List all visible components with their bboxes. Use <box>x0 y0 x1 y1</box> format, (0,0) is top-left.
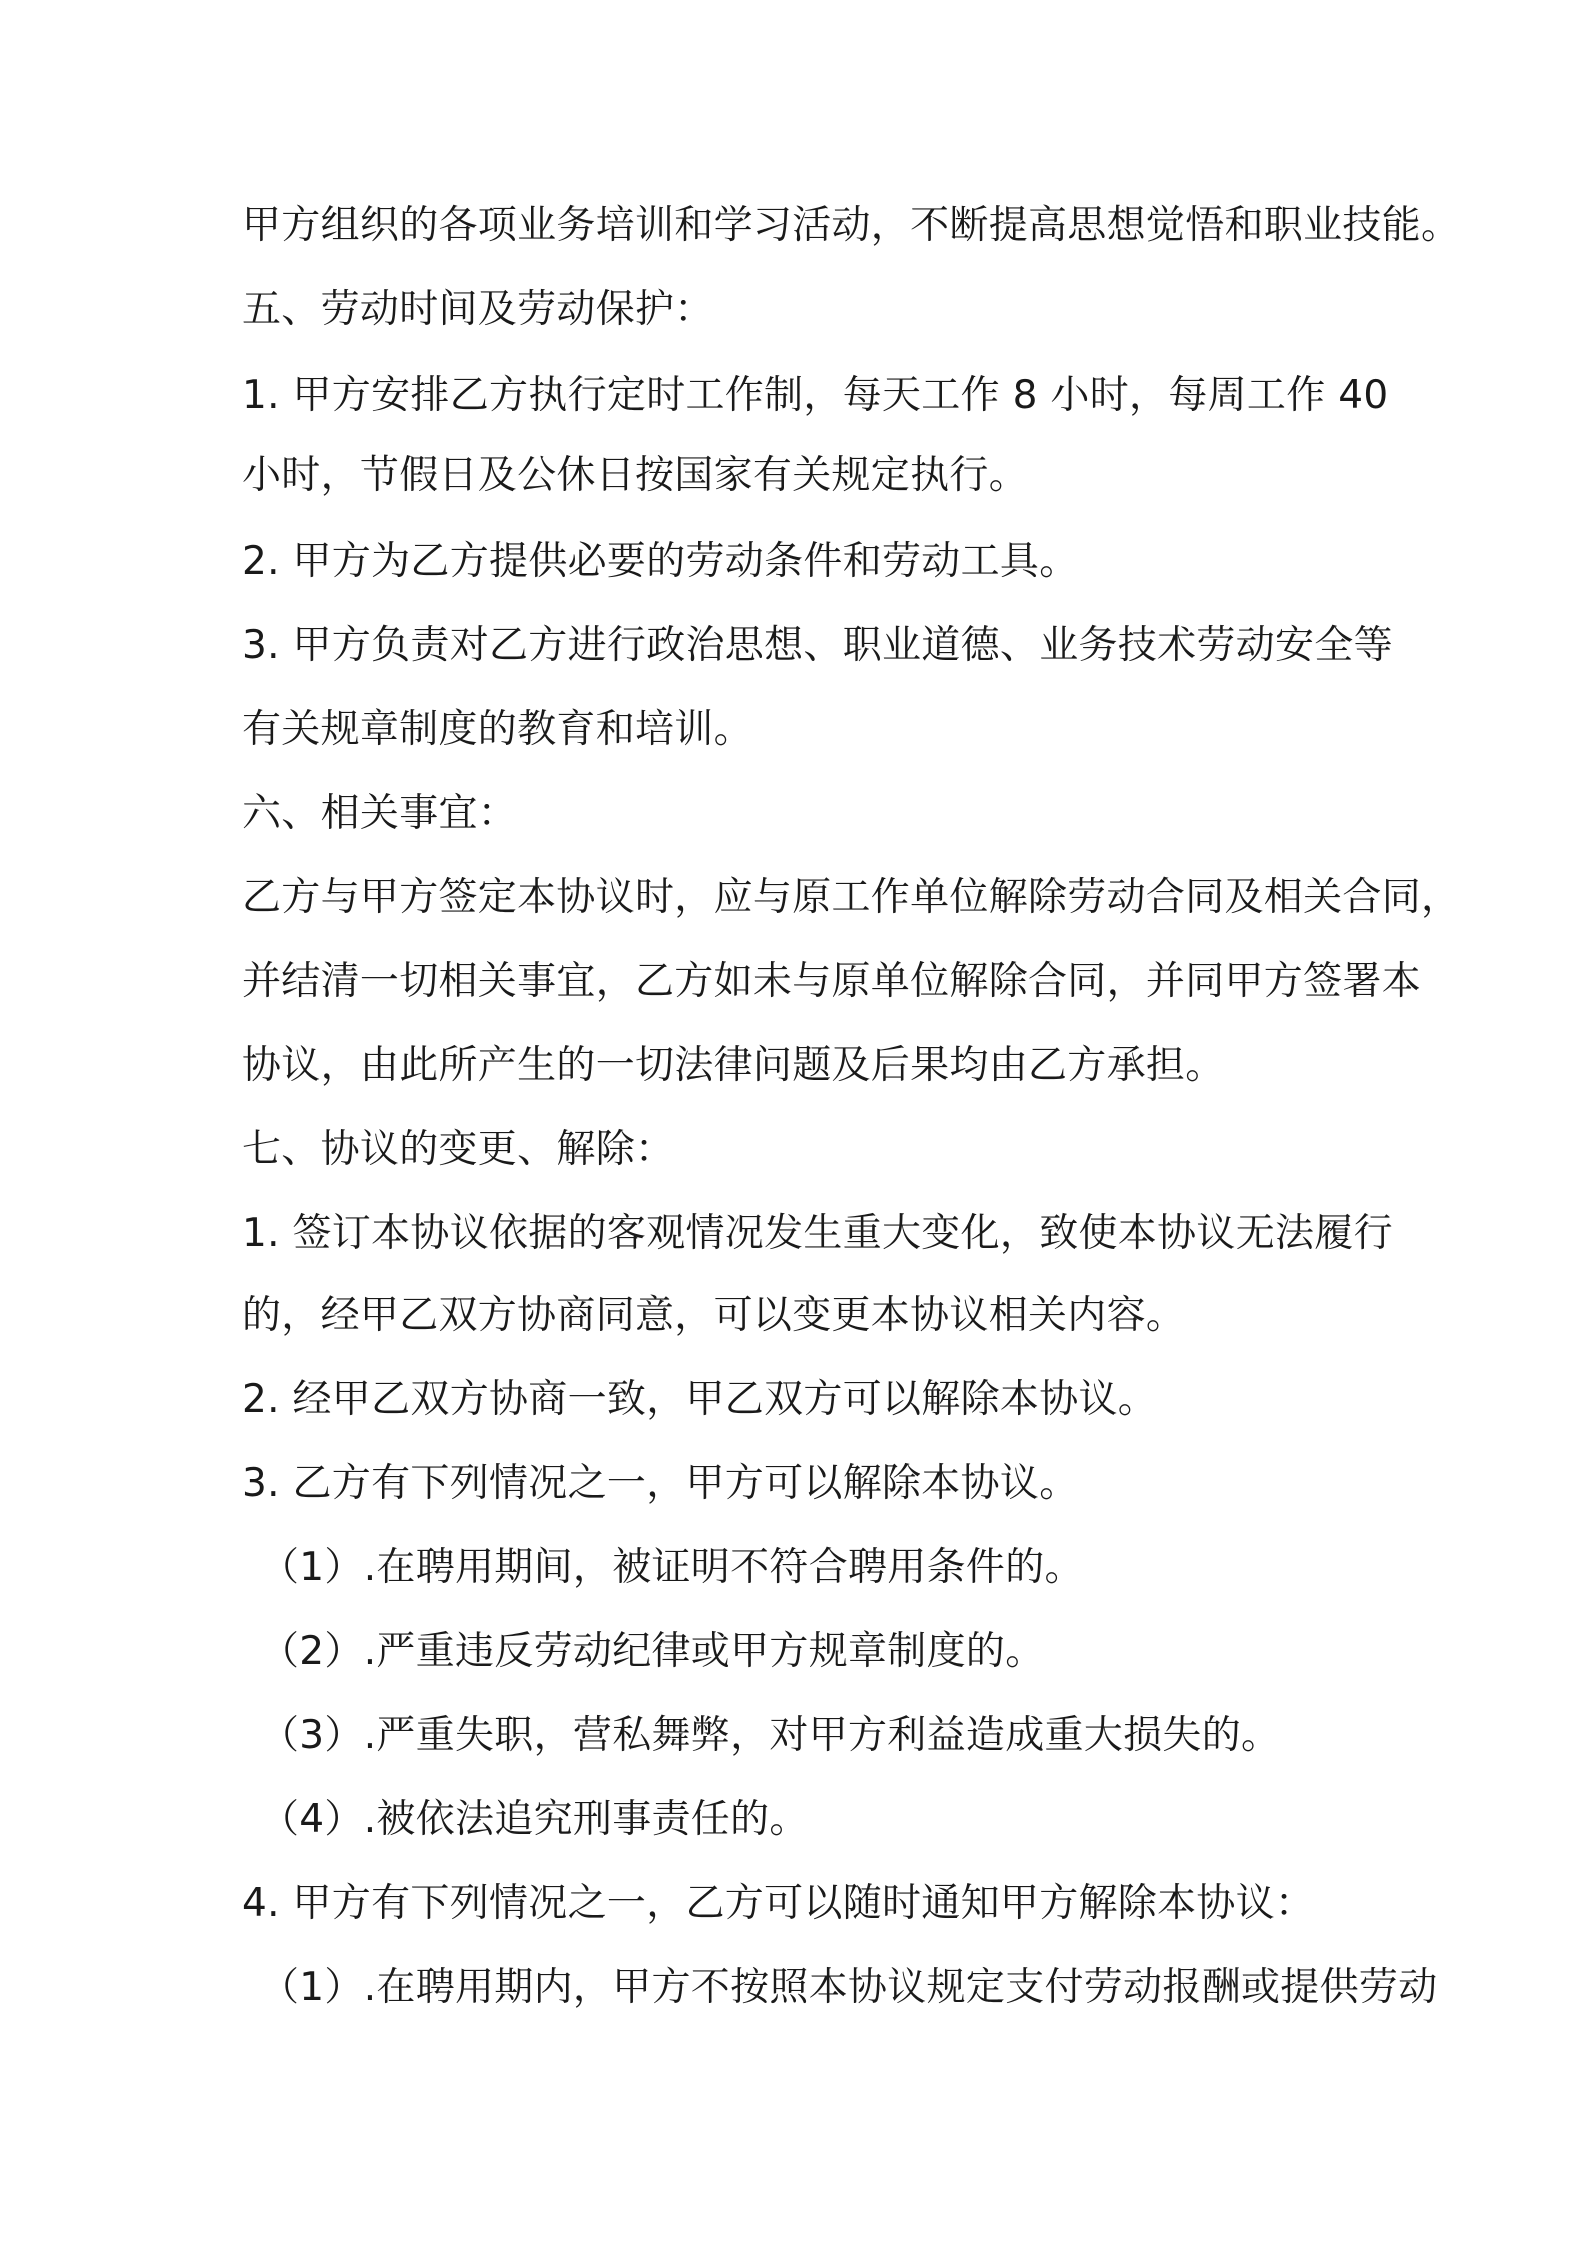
paragraph-line: 小时，节假日及公休日按国家有关规定执行。 <box>242 453 1029 498</box>
paragraph-line: 1. 甲方安排乙方执行定时工作制，每天工作 8 小时，每周工作 40 <box>242 373 1389 418</box>
paragraph-line: 3. 甲方负责对乙方进行政治思想、职业道德、业务技术劳动安全等 <box>242 623 1393 668</box>
section-heading-6: 六、相关事宜： <box>242 791 518 836</box>
list-item: （2）.严重违反劳动纪律或甲方规章制度的。 <box>260 1629 1045 1674</box>
paragraph-line: 1. 签订本协议依据的客观情况发生重大变化，致使本协议无法履行 <box>242 1211 1393 1256</box>
paragraph-line: 2. 经甲乙双方协商一致，甲乙双方可以解除本协议。 <box>242 1377 1158 1422</box>
section-heading-5: 五、劳动时间及劳动保护： <box>242 287 714 332</box>
list-item: （3）.严重失职，营私舞弊，对甲方利益造成重大损失的。 <box>260 1713 1281 1758</box>
paragraph-line: 4. 甲方有下列情况之一，乙方可以随时通知甲方解除本协议： <box>242 1881 1315 1926</box>
list-item: （1）.在聘用期内，甲方不按照本协议规定支付劳动报酬或提供劳动 <box>260 1965 1438 2010</box>
paragraph-line: 并结清一切相关事宜，乙方如未与原单位解除合同，并同甲方签署本 <box>242 959 1422 1004</box>
paragraph-line: 2. 甲方为乙方提供必要的劳动条件和劳动工具。 <box>242 539 1079 584</box>
paragraph-line: 甲方组织的各项业务培训和学习活动，不断提高思想觉悟和职业技能。 <box>242 203 1461 248</box>
list-item: （1）.在聘用期间，被证明不符合聘用条件的。 <box>260 1545 1084 1590</box>
paragraph-line: 协议，由此所产生的一切法律问题及后果均由乙方承担。 <box>242 1043 1225 1088</box>
paragraph-line: 3. 乙方有下列情况之一，甲方可以解除本协议。 <box>242 1461 1079 1506</box>
section-heading-7: 七、协议的变更、解除： <box>242 1127 675 1172</box>
paragraph-line: 乙方与甲方签定本协议时，应与原工作单位解除劳动合同及相关合同， <box>242 875 1461 920</box>
paragraph-line: 有关规章制度的教育和培训。 <box>242 707 753 752</box>
list-item: （4）.被依法追究刑事责任的。 <box>260 1797 809 1842</box>
paragraph-line: 的，经甲乙双方协商同意，可以变更本协议相关内容。 <box>242 1293 1186 1338</box>
